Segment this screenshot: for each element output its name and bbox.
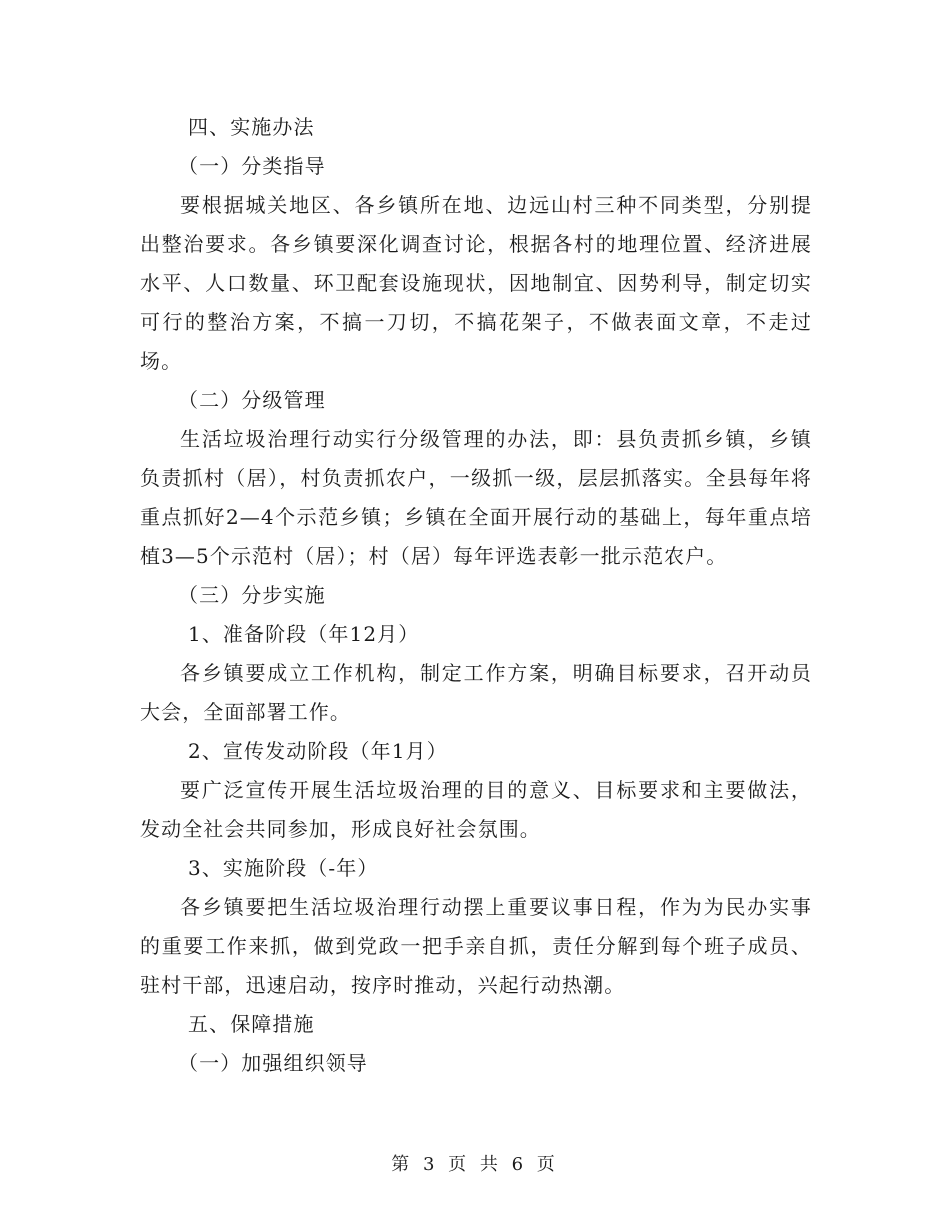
subsection-title-steps: （三）分步实施: [178, 583, 326, 607]
paragraph-classification: 要根据城关地区、各乡镇所在地、边远山村三种不同类型，分别提出整治要求。各乡镇要深化调查讨论，根据各村的地理位置、经济进展水平、人口数量、环卫配套设施现状，因地制宜、因势利导，制定切实可行的整治方案，不搞一刀切，不搞花架子，不做表面文章，不走过场。: [140, 193, 812, 373]
step-1-title: 1、准备阶段（年12月）: [188, 622, 420, 646]
section-heading-4: 四、实施办法: [188, 115, 315, 139]
step-2-title: 2、宣传发动阶段（年1月）: [188, 739, 448, 763]
step-3-title: 3、实施阶段（-年）: [188, 856, 379, 880]
subsection-title-classification: （一）分类指导: [178, 154, 326, 178]
step-2-paragraph: 要广泛宣传开展生活垃圾治理的目的意义、目标要求和主要做法，发动全社会共同参加，形成良好社会氛围。: [140, 778, 812, 841]
step-1-paragraph: 各乡镇要成立工作机构，制定工作方案，明确目标要求，召开动员大会，全面部署工作。: [140, 661, 812, 724]
subsection-title-grading: （二）分级管理: [178, 388, 326, 412]
paragraph-grading: 生活垃圾治理行动实行分级管理的办法，即：县负责抓乡镇，乡镇负责抓村（居），村负责抓农户，一级抓一级，层层抓落实。全县每年将重点抓好2—4个示范乡镇；乡镇在全面开展行动的基础上，每年重点培植3—5个示范村（居）；村（居）每年评选表彰一批示范农户。: [140, 427, 812, 568]
page-footer: 第 3 页 共 6 页: [391, 1154, 559, 1175]
step-3-paragraph: 各乡镇要把生活垃圾治理行动摆上重要议事日程，作为为民办实事的重要工作来抓，做到党政一把手亲自抓，责任分解到每个班子成员、驻村干部，迅速启动，按序时推动，兴起行动热潮。: [140, 895, 812, 997]
subsection-title-organization: （一）加强组织领导: [178, 1051, 368, 1075]
document-body: [140, 108, 812, 1083]
section-heading-5: 五、保障措施: [188, 1012, 315, 1036]
